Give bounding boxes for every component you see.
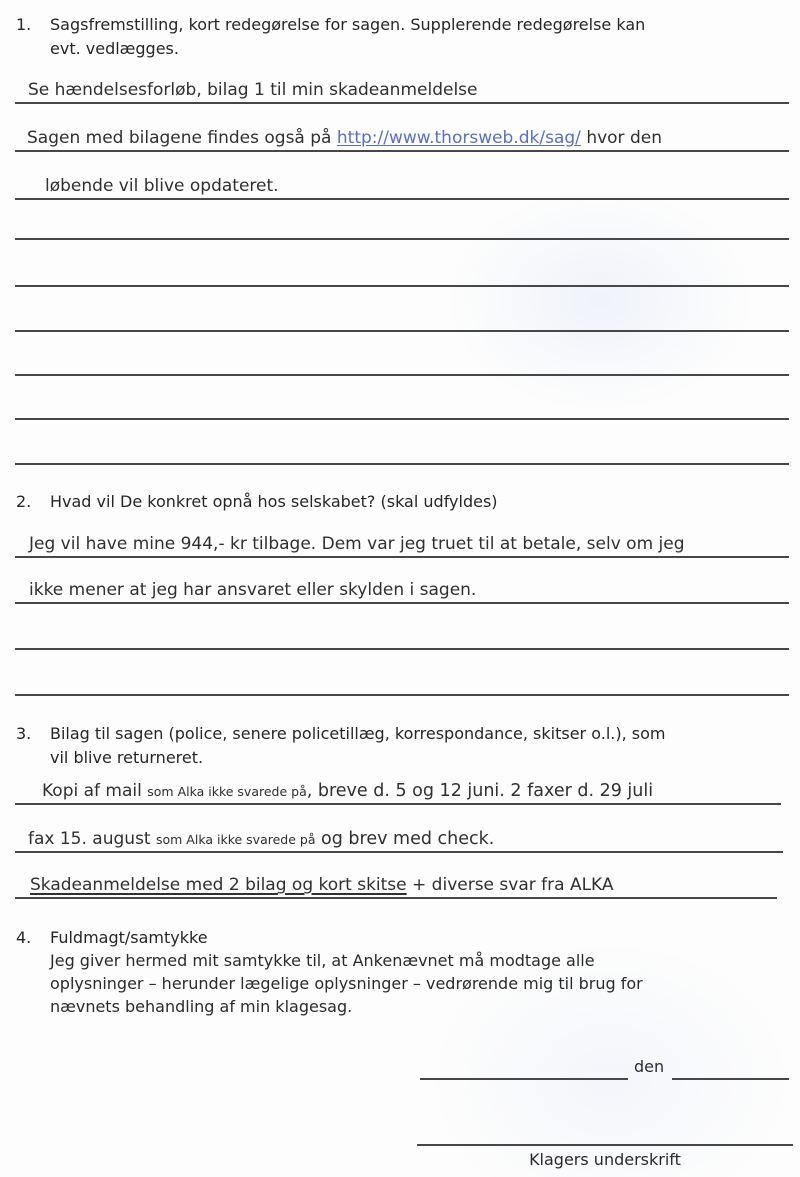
answer-text: fax 15. august [28,829,156,849]
answer-line [15,164,789,200]
answer-line [15,522,789,558]
section-1-number: 1. [16,15,32,34]
answer-text: Sagen med bilagene findes også på [27,128,337,148]
answer-text: , breve d. 5 og 12 juni. 2 faxer d. 29 juli [306,781,654,801]
blank-writing-line [15,648,789,650]
section-1-heading [16,13,645,61]
complainant-signature-line [417,1114,793,1146]
answer-line [15,863,777,899]
answer-line [15,568,789,604]
section-3-heading [16,722,665,770]
answer-text: ikke mener at jeg har ansvaret eller skylden i sagen. [29,580,477,600]
blank-writing-line [15,285,789,287]
blank-writing-line [15,238,789,240]
answer-text: Se hændelsesforløb, bilag 1 til min skadeanmeldelse [28,80,478,100]
section-3-heading-line-2: vil blive returneret. [50,748,204,767]
section-4-heading-line: Fuldmagt/samtykke [50,928,208,947]
section-1-heading-line-2: evt. vedlægges. [50,39,179,58]
blank-writing-line [15,418,789,420]
answer-line [15,116,789,152]
answer-line [15,68,789,104]
section-1-heading-line-1: Sagsfremstilling, kort redegørelse for sagen. Supplerende redegørelse kan [50,15,646,34]
signature-place-line [420,1048,628,1080]
section-3-number: 3. [16,724,32,743]
section-3-heading-line-1: Bilag til sagen (police, senere policetillæg, korrespondance, skitser o.l.), som [50,724,666,743]
blank-writing-line [15,694,789,696]
answer-text: løbende vil blive opdateret. [45,176,279,196]
consent-text-line-3: nævnets behandling af min klagesag. [50,997,353,1016]
answer-text-small: som Alka ikke svarede på [147,784,307,799]
thorsweb-sag-link[interactable]: http://www.thorsweb.dk/sag/ [336,128,581,148]
section-4-number: 4. [16,928,32,947]
answer-text: og brev med check. [315,829,495,849]
date-label: den [634,1057,665,1076]
answer-text-underlined: Skadeanmeldelse med 2 bilag og kort skitse [30,875,407,895]
complainant-signature-label: Klagers underskrift [529,1150,681,1169]
answer-text: hvor den [580,128,662,148]
answer-line [15,769,781,805]
answer-line [15,817,783,853]
consent-text-line-1: Jeg giver hermed mit samtykke til, at Ankenævnet må modtage alle [50,951,595,970]
signature-date-line [672,1048,789,1080]
section-2-number: 2. [16,492,32,511]
blank-writing-line [15,330,789,332]
section-2-heading [16,490,498,514]
answer-text: Kopi af mail [42,781,148,801]
answer-text: Jeg vil have mine 944,- kr tilbage. Dem var jeg truet til at betale, selv om jeg [29,534,685,554]
section-4-heading [16,926,208,950]
answer-text-small: som Alka ikke svarede på [156,832,316,847]
answer-text: + diverse svar fra ALKA [406,875,614,895]
section-2-heading-line: Hvad vil De konkret opnå hos selskabet? (skal udfyldes) [50,492,498,511]
blank-writing-line [15,463,789,465]
blank-writing-line [15,374,789,376]
consent-text-line-2: oplysninger – herunder lægelige oplysninger – vedrørende mig til brug for [50,974,643,993]
